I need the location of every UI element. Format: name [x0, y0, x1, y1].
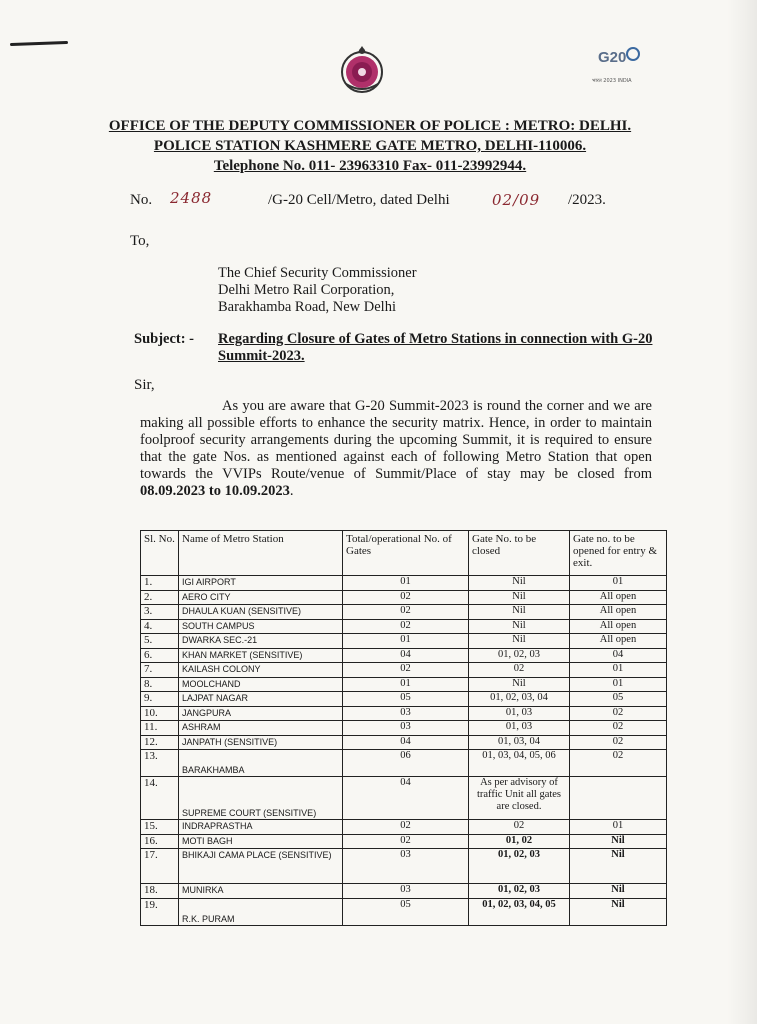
table-row — [141, 692, 667, 707]
closed-cell: Nil — [469, 634, 570, 649]
sl-cell: 16. — [141, 834, 179, 849]
body-end: . — [289, 483, 294, 499]
closed-cell: 01, 03 — [469, 721, 570, 736]
ref-no-label: No. — [130, 192, 153, 208]
sl-cell: 9. — [141, 692, 179, 707]
g20-logo-icon — [588, 40, 648, 90]
station-cell: JANPATH (SENSITIVE) — [179, 735, 343, 750]
table-row — [141, 576, 667, 591]
opened-cell: All open — [570, 619, 667, 634]
station-cell: R.K. PURAM — [179, 898, 343, 925]
g20-logo-caption: भारत 2023 INDIA — [592, 78, 632, 84]
opened-cell: 02 — [570, 721, 667, 736]
total-cell: 02 — [343, 590, 469, 605]
total-cell: 06 — [343, 750, 469, 777]
sl-cell: 5. — [141, 634, 179, 649]
station-cell: BARAKHAMBA — [179, 750, 343, 777]
total-cell: 01 — [343, 576, 469, 591]
total-cell: 04 — [343, 777, 469, 820]
opened-cell: All open — [570, 634, 667, 649]
table-row — [141, 820, 667, 835]
opened-cell: 01 — [570, 820, 667, 835]
header-total-gates: Total/operational No. of Gates — [343, 531, 469, 576]
opened-cell: 01 — [570, 677, 667, 692]
table-row — [141, 605, 667, 620]
opened-cell: 02 — [570, 706, 667, 721]
header-gates-closed: Gate No. to be closed — [469, 531, 570, 576]
sl-cell: 17. — [141, 849, 179, 884]
station-cell: IGI AIRPORT — [179, 576, 343, 591]
sl-cell: 12. — [141, 735, 179, 750]
addressee-line: Barakhamba Road, New Delhi — [218, 299, 396, 315]
closed-cell: Nil — [469, 576, 570, 591]
table-row — [141, 884, 667, 899]
closed-cell: 01, 03, 04 — [469, 735, 570, 750]
closed-cell: 01, 02 — [469, 834, 570, 849]
total-cell: 04 — [343, 648, 469, 663]
sl-cell: 10. — [141, 706, 179, 721]
total-cell: 04 — [343, 735, 469, 750]
g20-logo-text: G20 — [598, 49, 627, 66]
letterhead — [60, 116, 680, 176]
opened-cell: 02 — [570, 735, 667, 750]
opened-cell — [570, 777, 667, 820]
station-cell: KAILASH COLONY — [179, 663, 343, 678]
closure-dates: 08.09.2023 to 10.09.2023 — [140, 483, 290, 499]
station-cell: INDRAPRASTHA — [179, 820, 343, 835]
opened-cell: Nil — [570, 898, 667, 925]
closed-cell: 01, 02, 03 — [469, 648, 570, 663]
opened-cell: 01 — [570, 663, 667, 678]
opened-cell: All open — [570, 590, 667, 605]
total-cell: 03 — [343, 721, 469, 736]
opened-cell: 04 — [570, 648, 667, 663]
station-cell: JANGPURA — [179, 706, 343, 721]
closed-cell: 02 — [469, 663, 570, 678]
closed-cell: 01, 02, 03, 04, 05 — [469, 898, 570, 925]
table-row — [141, 834, 667, 849]
station-cell: DWARKA SEC.-21 — [179, 634, 343, 649]
handwritten-date: 02/09 — [492, 191, 541, 209]
total-cell: 02 — [343, 834, 469, 849]
opened-cell: 01 — [570, 576, 667, 591]
table-row — [141, 706, 667, 721]
closed-cell: 01, 02, 03 — [469, 884, 570, 899]
table-row — [141, 777, 667, 820]
sl-cell: 14. — [141, 777, 179, 820]
total-cell: 01 — [343, 634, 469, 649]
opened-cell: 05 — [570, 692, 667, 707]
page-edge-shadow — [727, 0, 757, 1024]
sl-cell: 18. — [141, 884, 179, 899]
total-cell: 02 — [343, 663, 469, 678]
total-cell: 01 — [343, 677, 469, 692]
closed-cell: As per advisory of traffic Unit all gates are closed. — [469, 777, 570, 820]
police-emblem-icon — [337, 44, 387, 94]
table-row — [141, 721, 667, 736]
closed-cell: 01, 03 — [469, 706, 570, 721]
sl-cell: 3. — [141, 605, 179, 620]
office-address: POLICE STATION KASHMERE GATE METRO, DELHI-110006. — [153, 138, 587, 154]
opened-cell: 02 — [570, 750, 667, 777]
body-paragraph — [140, 398, 652, 500]
station-cell: MOOLCHAND — [179, 677, 343, 692]
ref-cell-text: /G-20 Cell/Metro, dated Delhi — [268, 192, 450, 208]
addressee-block — [218, 265, 417, 316]
table-row — [141, 750, 667, 777]
opened-cell: Nil — [570, 849, 667, 884]
addressee-line: The Chief Security Commissioner — [218, 265, 417, 281]
office-phone: Telephone No. 011- 23963310 Fax- 011-23992944. — [213, 158, 527, 174]
sl-cell: 19. — [141, 898, 179, 925]
sl-cell: 13. — [141, 750, 179, 777]
salutation: Sir, — [134, 377, 155, 393]
opened-cell: Nil — [570, 834, 667, 849]
total-cell: 02 — [343, 619, 469, 634]
closed-cell: Nil — [469, 590, 570, 605]
station-cell: DHAULA KUAN (SENSITIVE) — [179, 605, 343, 620]
sl-cell: 2. — [141, 590, 179, 605]
addressee-line: Delhi Metro Rail Corporation, — [218, 282, 395, 298]
closed-cell: Nil — [469, 605, 570, 620]
total-cell: 02 — [343, 605, 469, 620]
total-cell: 03 — [343, 849, 469, 884]
station-cell: KHAN MARKET (SENSITIVE) — [179, 648, 343, 663]
gate-closure-table — [140, 530, 667, 926]
closed-cell: 01, 02, 03 — [469, 849, 570, 884]
station-cell: LAJPAT NAGAR — [179, 692, 343, 707]
header-sl-no: Sl. No. — [141, 531, 179, 576]
table-row — [141, 634, 667, 649]
header-gates-opened: Gate no. to be opened for entry & exit. — [570, 531, 667, 576]
closed-cell: 02 — [469, 820, 570, 835]
total-cell: 02 — [343, 820, 469, 835]
total-cell: 05 — [343, 692, 469, 707]
closed-cell: 01, 03, 04, 05, 06 — [469, 750, 570, 777]
ref-year: /2023. — [568, 192, 606, 208]
station-cell: MOTI BAGH — [179, 834, 343, 849]
table-row — [141, 648, 667, 663]
subject-text: Regarding Closure of Gates of Metro Stations in connection with G-20 Summit-2023. — [218, 331, 653, 364]
station-cell: SOUTH CAMPUS — [179, 619, 343, 634]
sl-cell: 7. — [141, 663, 179, 678]
total-cell: 03 — [343, 706, 469, 721]
handwritten-ref-number: 2488 — [170, 189, 213, 207]
opened-cell: All open — [570, 605, 667, 620]
reference-line — [130, 189, 630, 213]
header-station-name: Name of Metro Station — [179, 531, 343, 576]
sl-cell: 1. — [141, 576, 179, 591]
closed-cell: Nil — [469, 619, 570, 634]
station-cell: BHIKAJI CAMA PLACE (SENSITIVE) — [179, 849, 343, 884]
closed-cell: 01, 02, 03, 04 — [469, 692, 570, 707]
sl-cell: 8. — [141, 677, 179, 692]
opened-cell: Nil — [570, 884, 667, 899]
table-header-row — [141, 531, 667, 576]
table-row — [141, 677, 667, 692]
station-cell: SUPREME COURT (SENSITIVE) — [179, 777, 343, 820]
table-row — [141, 735, 667, 750]
sl-cell: 6. — [141, 648, 179, 663]
sl-cell: 15. — [141, 820, 179, 835]
total-cell: 03 — [343, 884, 469, 899]
table-row — [141, 849, 667, 884]
sl-cell: 4. — [141, 619, 179, 634]
station-cell: MUNIRKA — [179, 884, 343, 899]
subject-label: Subject: - — [134, 331, 195, 347]
closed-cell: Nil — [469, 677, 570, 692]
body-text: As you are aware that G-20 Summit-2023 is round the corner and we are making all possible efforts to enhance the security matrix. Hence, in order to maintain foolproof security arrangements during the upcoming Summit, it is required to ensure that the gate Nos. as mentioned against each of following Metro Station that open towards the VVIPs Route/venue of Summit/Place of stay may be closed from — [140, 398, 652, 482]
station-cell: ASHRAM — [179, 721, 343, 736]
total-cell: 05 — [343, 898, 469, 925]
sl-cell: 11. — [141, 721, 179, 736]
table-row — [141, 619, 667, 634]
office-title: OFFICE OF THE DEPUTY COMMISSIONER OF POLICE : METRO: DELHI. — [108, 118, 632, 134]
to-label: To, — [130, 233, 150, 249]
pen-mark — [10, 41, 68, 46]
table-row — [141, 590, 667, 605]
table-row — [141, 663, 667, 678]
station-cell: AERO CITY — [179, 590, 343, 605]
table-row — [141, 898, 667, 925]
